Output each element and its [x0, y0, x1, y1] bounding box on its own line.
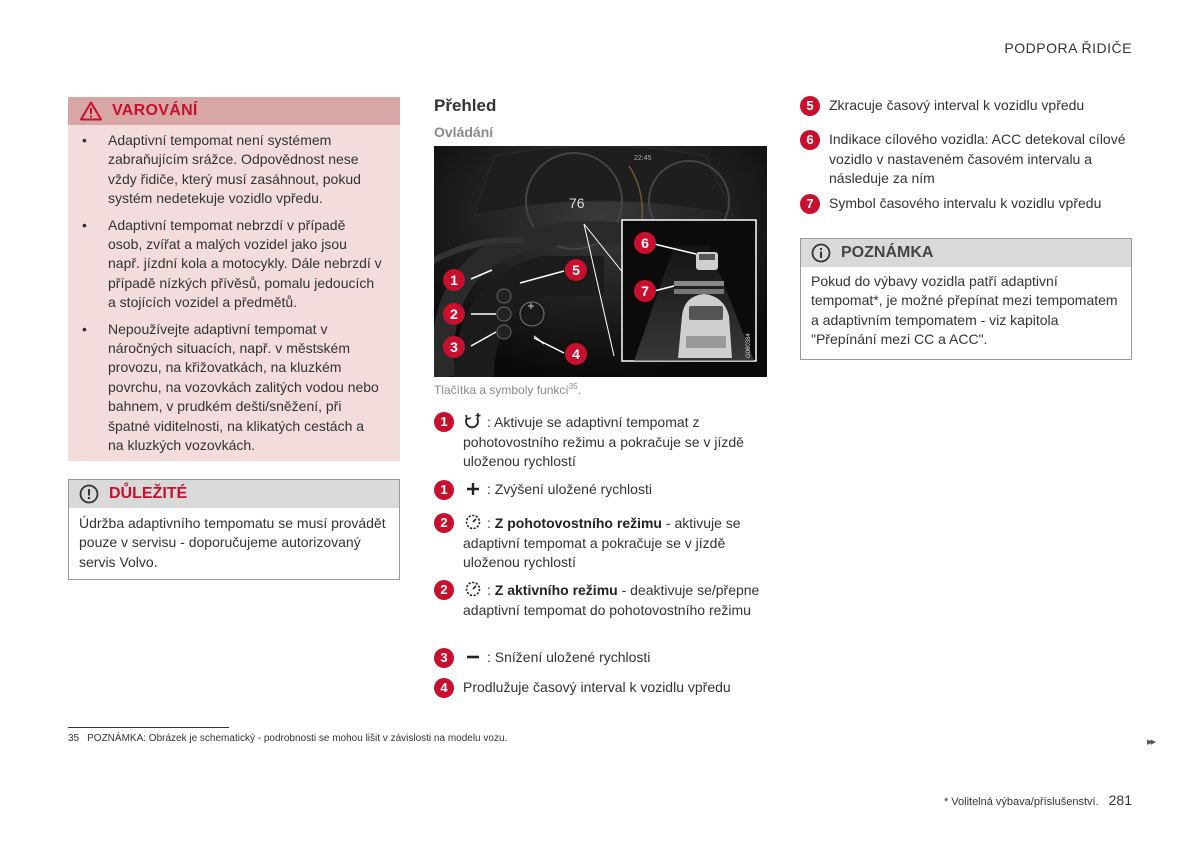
cruise-standby-icon	[463, 513, 483, 531]
figure-callout-4: 4	[565, 343, 587, 365]
warning-triangle-icon	[80, 101, 102, 121]
item-text: Zkracuje časový interval k vozidlu vpředu	[829, 97, 1085, 113]
cruise-activate-icon	[463, 412, 483, 430]
item-number: 1	[434, 412, 454, 432]
item-number: 2	[434, 580, 454, 600]
item-text: - aktivuje se adaptivní tempomat a pokračuje se v jízdě uloženou rychlostí	[463, 515, 741, 570]
list-item: 2 : Z pohotovostního režimu - aktivuje se adaptivní tempomat a pokračuje se v jízdě uloženou rychlostí	[434, 513, 768, 573]
item-number: 2	[434, 513, 454, 533]
continue-arrows-icon: ▸▸	[1147, 736, 1155, 748]
item-number: 7	[800, 194, 820, 214]
item-bold-text: Z pohotovostního režimu	[494, 515, 662, 531]
section-title: Přehled	[434, 96, 497, 115]
item-text: : Snížení uložené rychlosti	[487, 649, 651, 665]
list-item	[434, 678, 768, 698]
footnote-text: POZNÁMKA: Obrázek je schematický - podrobnosti se mohou lišit v závislosti na modelu vozu.	[87, 733, 508, 744]
warning-bullet: • Adaptivní tempomat nebrzdí v případě osob, zvířat a malých vozidel jako jsou např. jízdní kola a motocykly. Dále nebrzdí v případě nízkých přívěsů, pomalu jedoucích a stojících vozidel a předmětů.	[68, 216, 382, 313]
minus-icon	[463, 649, 483, 665]
warning-box	[68, 97, 400, 461]
item-text: : Zvýšení uložené rychlosti	[487, 481, 652, 497]
item-number: 4	[434, 678, 454, 698]
figure-callout-5: 5	[565, 259, 587, 281]
warning-header	[68, 97, 400, 125]
exclamation-circle-icon	[79, 484, 99, 504]
important-box	[68, 479, 400, 580]
figure-callout-7: 7	[634, 280, 656, 302]
item-bold-text: Z aktivního režimu	[494, 582, 618, 598]
item-text: Symbol časového intervalu k vozidlu vpředu	[829, 195, 1102, 211]
speed-readout: 76	[569, 195, 585, 211]
figure-illustration	[434, 146, 767, 377]
figure-caption: Tlačítka a symboly funkcí$^{35}$.	[434, 382, 581, 397]
page-number: 281	[1108, 792, 1132, 808]
info-circle-icon	[811, 243, 831, 263]
list-item	[434, 412, 768, 472]
item-number: 1	[434, 480, 454, 500]
caption-footnote-ref: 35	[568, 382, 578, 391]
note-header	[801, 239, 1131, 267]
steering-wheel-figure	[434, 146, 767, 377]
important-title: DŮLEŽITÉ	[109, 485, 188, 502]
warning-bullet: • Nepoužívejte adaptivní tempomat v náročných situacích, např. v městském provozu, na křižovatkách, na kluzkém povrchu, na vozovkách zalitých vodou nebo bahnem, v prudkém dešti/sněžení, při špatné viditelnosti, na klikatých cestách a na kluzkých vozovkách.	[68, 320, 382, 456]
item-number: 6	[800, 130, 820, 150]
item-number: 3	[434, 648, 454, 668]
figure-callout-1: 1	[443, 269, 465, 291]
list-item	[434, 648, 768, 668]
figure-callout-3: 3	[443, 336, 465, 358]
footnote-divider	[68, 727, 229, 728]
caption-text: Tlačítka a symboly funkcí	[434, 383, 569, 397]
item-text: - deaktivuje se/přepne adaptivní tempomat do pohotovostního režimu	[463, 582, 760, 618]
list-item	[800, 96, 1132, 116]
list-item	[800, 194, 1132, 214]
item-text: Prodlužuje časový interval k vozidlu vpředu	[463, 679, 731, 695]
list-item	[800, 130, 1132, 189]
footnote	[68, 733, 507, 744]
footnote-number: 35	[68, 733, 80, 744]
list-item: 2 : Z aktivního režimu - deaktivuje se/přepne adaptivní tempomat do pohotovostního režimu	[434, 580, 768, 620]
note-text: Pokud do výbavy vozidla patří adaptivní tempomat*, je možné přepínat mezi tempomatem a adaptivním tempomatem - viz kapitola "Přepínání mezi CC a ACC".	[811, 273, 1118, 348]
section-subtitle: Ovládání	[434, 124, 494, 140]
note-title: POZNÁMKA	[841, 244, 934, 261]
important-text: Údržba adaptivního tempomatu se musí provádět pouze v servisu - doporučujeme autorizovaný servis Volvo.	[79, 515, 386, 570]
clock-readout: 22:45	[634, 155, 652, 162]
warning-title: VAROVÁNÍ	[112, 102, 198, 119]
important-header	[69, 480, 399, 508]
warning-bullet: • Adaptivní tempomat není systémem zabraňujícím srážce. Odpovědnost nese vždy řidiče, který musí zasáhnout, pokud systém nedetekuje vozidlo vpředu.	[68, 131, 382, 209]
figure-code: G060384	[746, 333, 752, 358]
item-text: Indikace cílového vozidla: ACC detekoval cílové vozidlo v nastaveném časovém intervalu a následuje za ním	[829, 131, 1126, 186]
item-text: : Aktivuje se adaptivní tempomat z pohotovostního režimu a pokračuje se v jízdě uloženou rychlostí	[463, 414, 744, 469]
warning-list	[68, 125, 400, 456]
footer-note: * Volitelná výbava/příslušenství.	[943, 796, 1099, 808]
plus-icon	[463, 481, 483, 497]
page-footer	[944, 792, 1132, 808]
figure-callout-2: 2	[443, 303, 465, 325]
cruise-standby-icon	[463, 580, 483, 598]
chapter-title: PODPORA ŘIDIČE	[1004, 40, 1132, 56]
list-item	[434, 480, 768, 500]
figure-callout-6: 6	[634, 232, 656, 254]
item-number: 5	[800, 96, 820, 116]
note-box	[800, 238, 1132, 360]
